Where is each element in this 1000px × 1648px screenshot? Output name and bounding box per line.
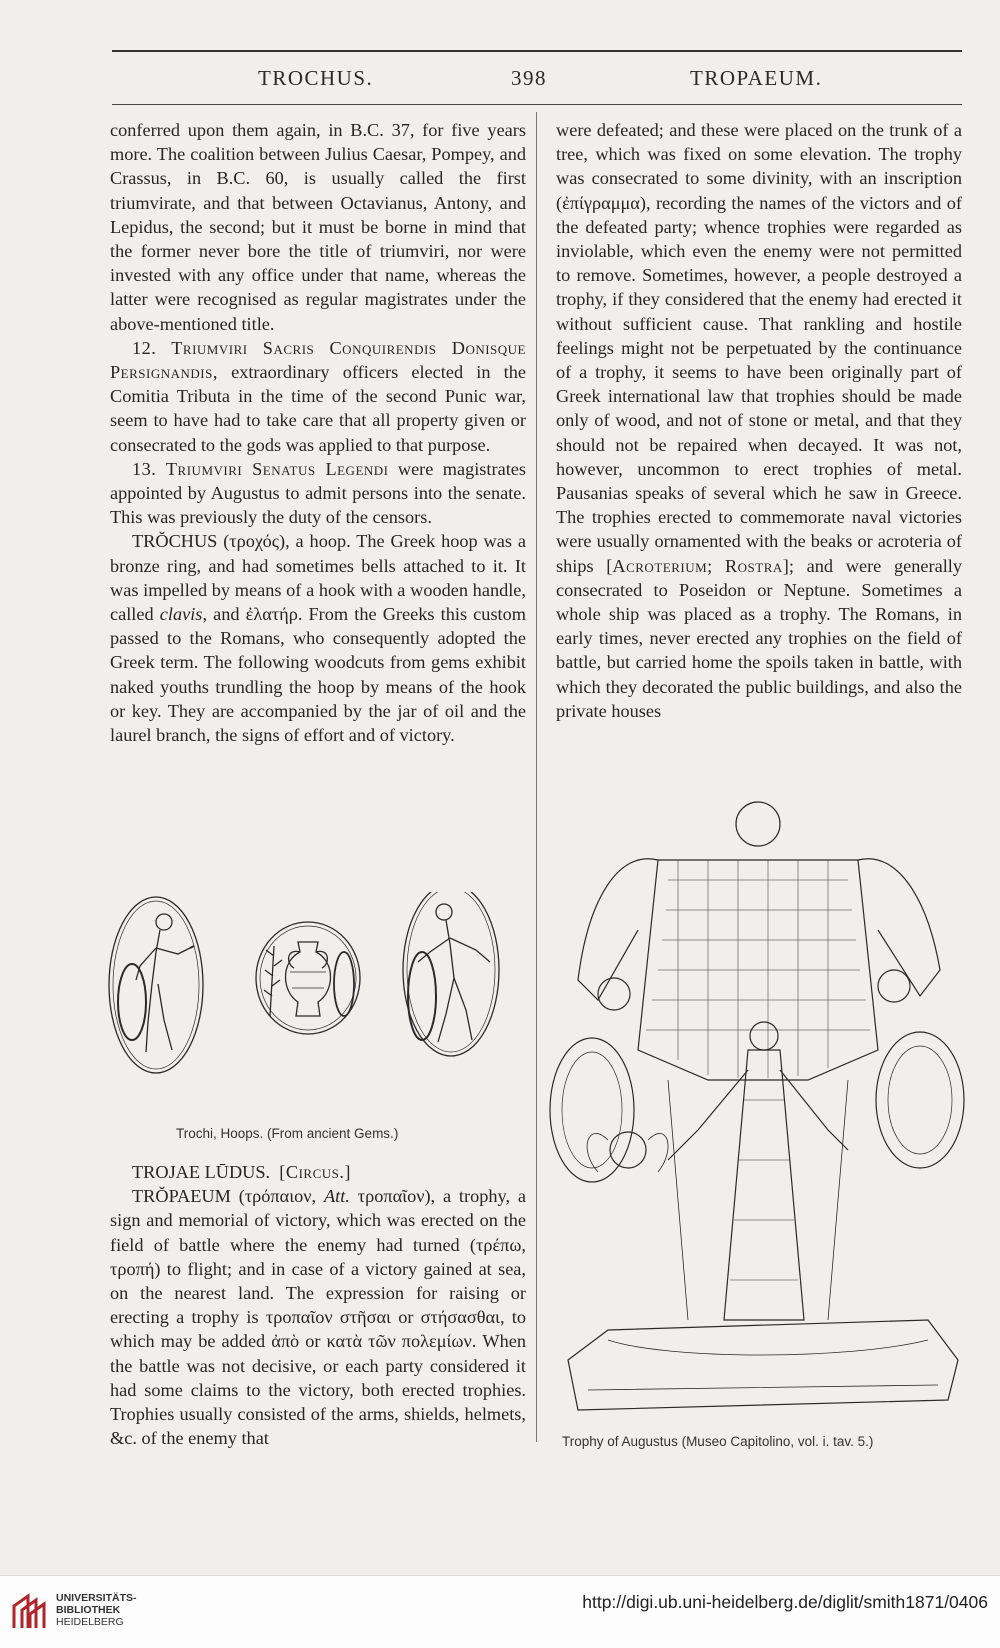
gem-jar-and-laurel xyxy=(256,922,360,1034)
library-name-line2: BIBLIOTHEK xyxy=(56,1604,121,1616)
attic-label: Att. xyxy=(323,1186,350,1207)
standing-figure-robe xyxy=(724,1050,804,1320)
running-head-right: TROPAEUM. xyxy=(690,66,823,90)
triumviri-paragraph: conferred upon them again, in B.C. 37, for five years more. The coalition between Julius Caesar, Pompey, and Crassus, in B.C. 60, is usually called the first triumvirate, and that between Octavianus, Antony, and Lepidus, the second; but it must be borne in mind that the former never bore the title of triumviri, nor were invested with any office under that name, whereas the latter were recognised as regular magistrates under the above-mentioned title. xyxy=(110,120,526,334)
tropaeum-continued-b: ]; and were generally consecrated to Poseidon or Neptune. Sometimes a whole ship was placed as a trophy. The Romans, in early times, never erected any trophies on the field of battle, but carried home the spoils taken in battle, with which they decorated the public buildings, and also the private houses xyxy=(556,555,962,721)
page-footer xyxy=(0,1575,1000,1648)
triumviri-senatus-paragraph xyxy=(110,457,526,530)
tropaeum-text-a: (τρόπαιον, xyxy=(230,1186,324,1207)
tropaeum-continued-a: were defeated; and these were placed on the trunk of a tree, which was fixed on some elevation. The trophy was consecrated to some divinity, with an inscription (ἐπίγραμμα), recording the names of the victors and of the defeated party; whence trophies were regarded as inviolable, which even the enemy were not permitted to remove. Sometimes, however, a people destroyed a trophy, if they considered that the enemy had erected it without sufficient cause. That rankling and hostile feelings might not be perpetuated by the continuance of a trophy, it seems to have been originally part of Greek international law that trophies should be made only of wood, and not of stone or metal, and that they should not be repaired when decayed. It was not, however, uncommon to erect trophies of metal. Pausanias speaks of several which he saw in Greece. The trophies erected to commemorate naval victories were usually ornamented with the beaks or acroteria of ships [ xyxy=(556,120,962,576)
trochus-entry xyxy=(110,529,526,747)
acroterium-reference[interactable]: Acroterium xyxy=(612,555,708,576)
trojae-ludus-term: TROJAE LŪDUS. xyxy=(132,1162,271,1182)
gem-hoop-youth-right xyxy=(403,892,499,1056)
gem-illustrations xyxy=(106,892,536,1107)
triumviri-senatus-text: were magistrates appointed by Augustus to admit persons into the senate. This was previously the duty of the censors. xyxy=(110,458,527,528)
triumviri-sacris-paragraph xyxy=(110,336,526,457)
triumviri-senatus-heading: 13. Triumviri Senatus Legendi xyxy=(132,458,389,479)
helmet-outline xyxy=(736,802,780,846)
trophy-base xyxy=(568,1320,958,1410)
tropaeum-entry xyxy=(110,1184,526,1450)
library-name xyxy=(56,1592,137,1628)
right-wreath xyxy=(878,970,910,1002)
trochus-term: TRŎCHUS xyxy=(132,531,218,552)
figure-head xyxy=(750,1022,778,1050)
reference-separator: ; xyxy=(707,555,725,576)
column-divider xyxy=(536,112,537,1442)
right-shield xyxy=(876,1032,964,1168)
permalink-url[interactable]: http://digi.ub.uni-heidelberg.de/diglit/smith1871/0406 xyxy=(582,1592,988,1612)
tropaeum-text-b: τροπαῖον), a trophy, a sign and memorial of victory, which was erected on the field of battle where the enemy had turned (τρέπω, τροπή) to flight; and in case of a victory gained at sea, on the nearest land. The expression for raising or erecting a trophy is τροπαῖον στῆσαι or στήσασθαι, to which may be added ἀπὸ or κατὰ τῶν πολεμίων. When the battle was not decisive, or each party considered it had some claims to the victory, both erected trophies. Trophies usually consisted of the arms, shields, helmets, &c. of the enemy that xyxy=(110,1186,526,1449)
trochus-text-a: (τροχός), a hoop. The Greek hoop was a bronze ring, and had sometimes bells attached to it. It was impelled by means of a hook with a wooden handle, called xyxy=(110,531,526,625)
trophy-spears xyxy=(668,1080,848,1320)
university-library-logo-icon xyxy=(12,1592,48,1632)
gem-caption: Trochi, Hoops. (From ancient Gems.) xyxy=(176,1126,399,1141)
figure-arms xyxy=(668,1070,848,1160)
left-shield xyxy=(550,1038,634,1182)
page-number: 398 xyxy=(511,66,547,90)
top-rule xyxy=(112,50,962,52)
left-wreath xyxy=(598,978,630,1010)
left-column-upper xyxy=(110,118,526,747)
trochus-text-b: , and ἐλατήρ. From the Greeks this custom passed to the Romans, who consequently adopted the Greek term. The following woodcuts from gems exhibit naked youths trundling the hoop by means of the hook or key. They are accompanied by the jar of oil and the laurel branch, the signs of effort and of victory. xyxy=(110,604,526,746)
rostra-reference[interactable]: Rostra xyxy=(724,555,783,576)
header-rule xyxy=(112,104,962,105)
trophy-caption: Trophy of Augustus (Museo Capitolino, vol. i. tav. 5.) xyxy=(562,1434,874,1449)
trophy-of-augustus-illustration xyxy=(548,800,968,1432)
running-head-left: TROCHUS. xyxy=(258,66,374,90)
tropaeum-term: TRŎPAEUM xyxy=(132,1186,231,1207)
gem-hoop-youth-left xyxy=(109,897,203,1073)
triumviri-sacris-text: extraordinary officers elected in the Comitia Tributa in the time of the second Punic war, seem to have had to take care that all property given or consecrated to the gods was applied to that purpose. xyxy=(110,362,526,455)
clavis-term: clavis xyxy=(159,604,203,625)
right-column xyxy=(556,118,962,723)
circus-reference[interactable]: [Circus.] xyxy=(279,1162,352,1182)
library-name-line1: UNIVERSITÄTS- xyxy=(56,1592,137,1604)
trojae-ludus-entry xyxy=(110,1160,526,1184)
tropaeum-continued xyxy=(556,118,962,723)
winged-figure-left xyxy=(610,1132,646,1168)
left-column-lower xyxy=(110,1160,526,1450)
triumviri-sacris-heading: 12. Triumviri Sacris Conquirendis Donisque Persignandis, xyxy=(110,337,526,383)
library-name-line3: HEIDELBERG xyxy=(56,1616,124,1628)
